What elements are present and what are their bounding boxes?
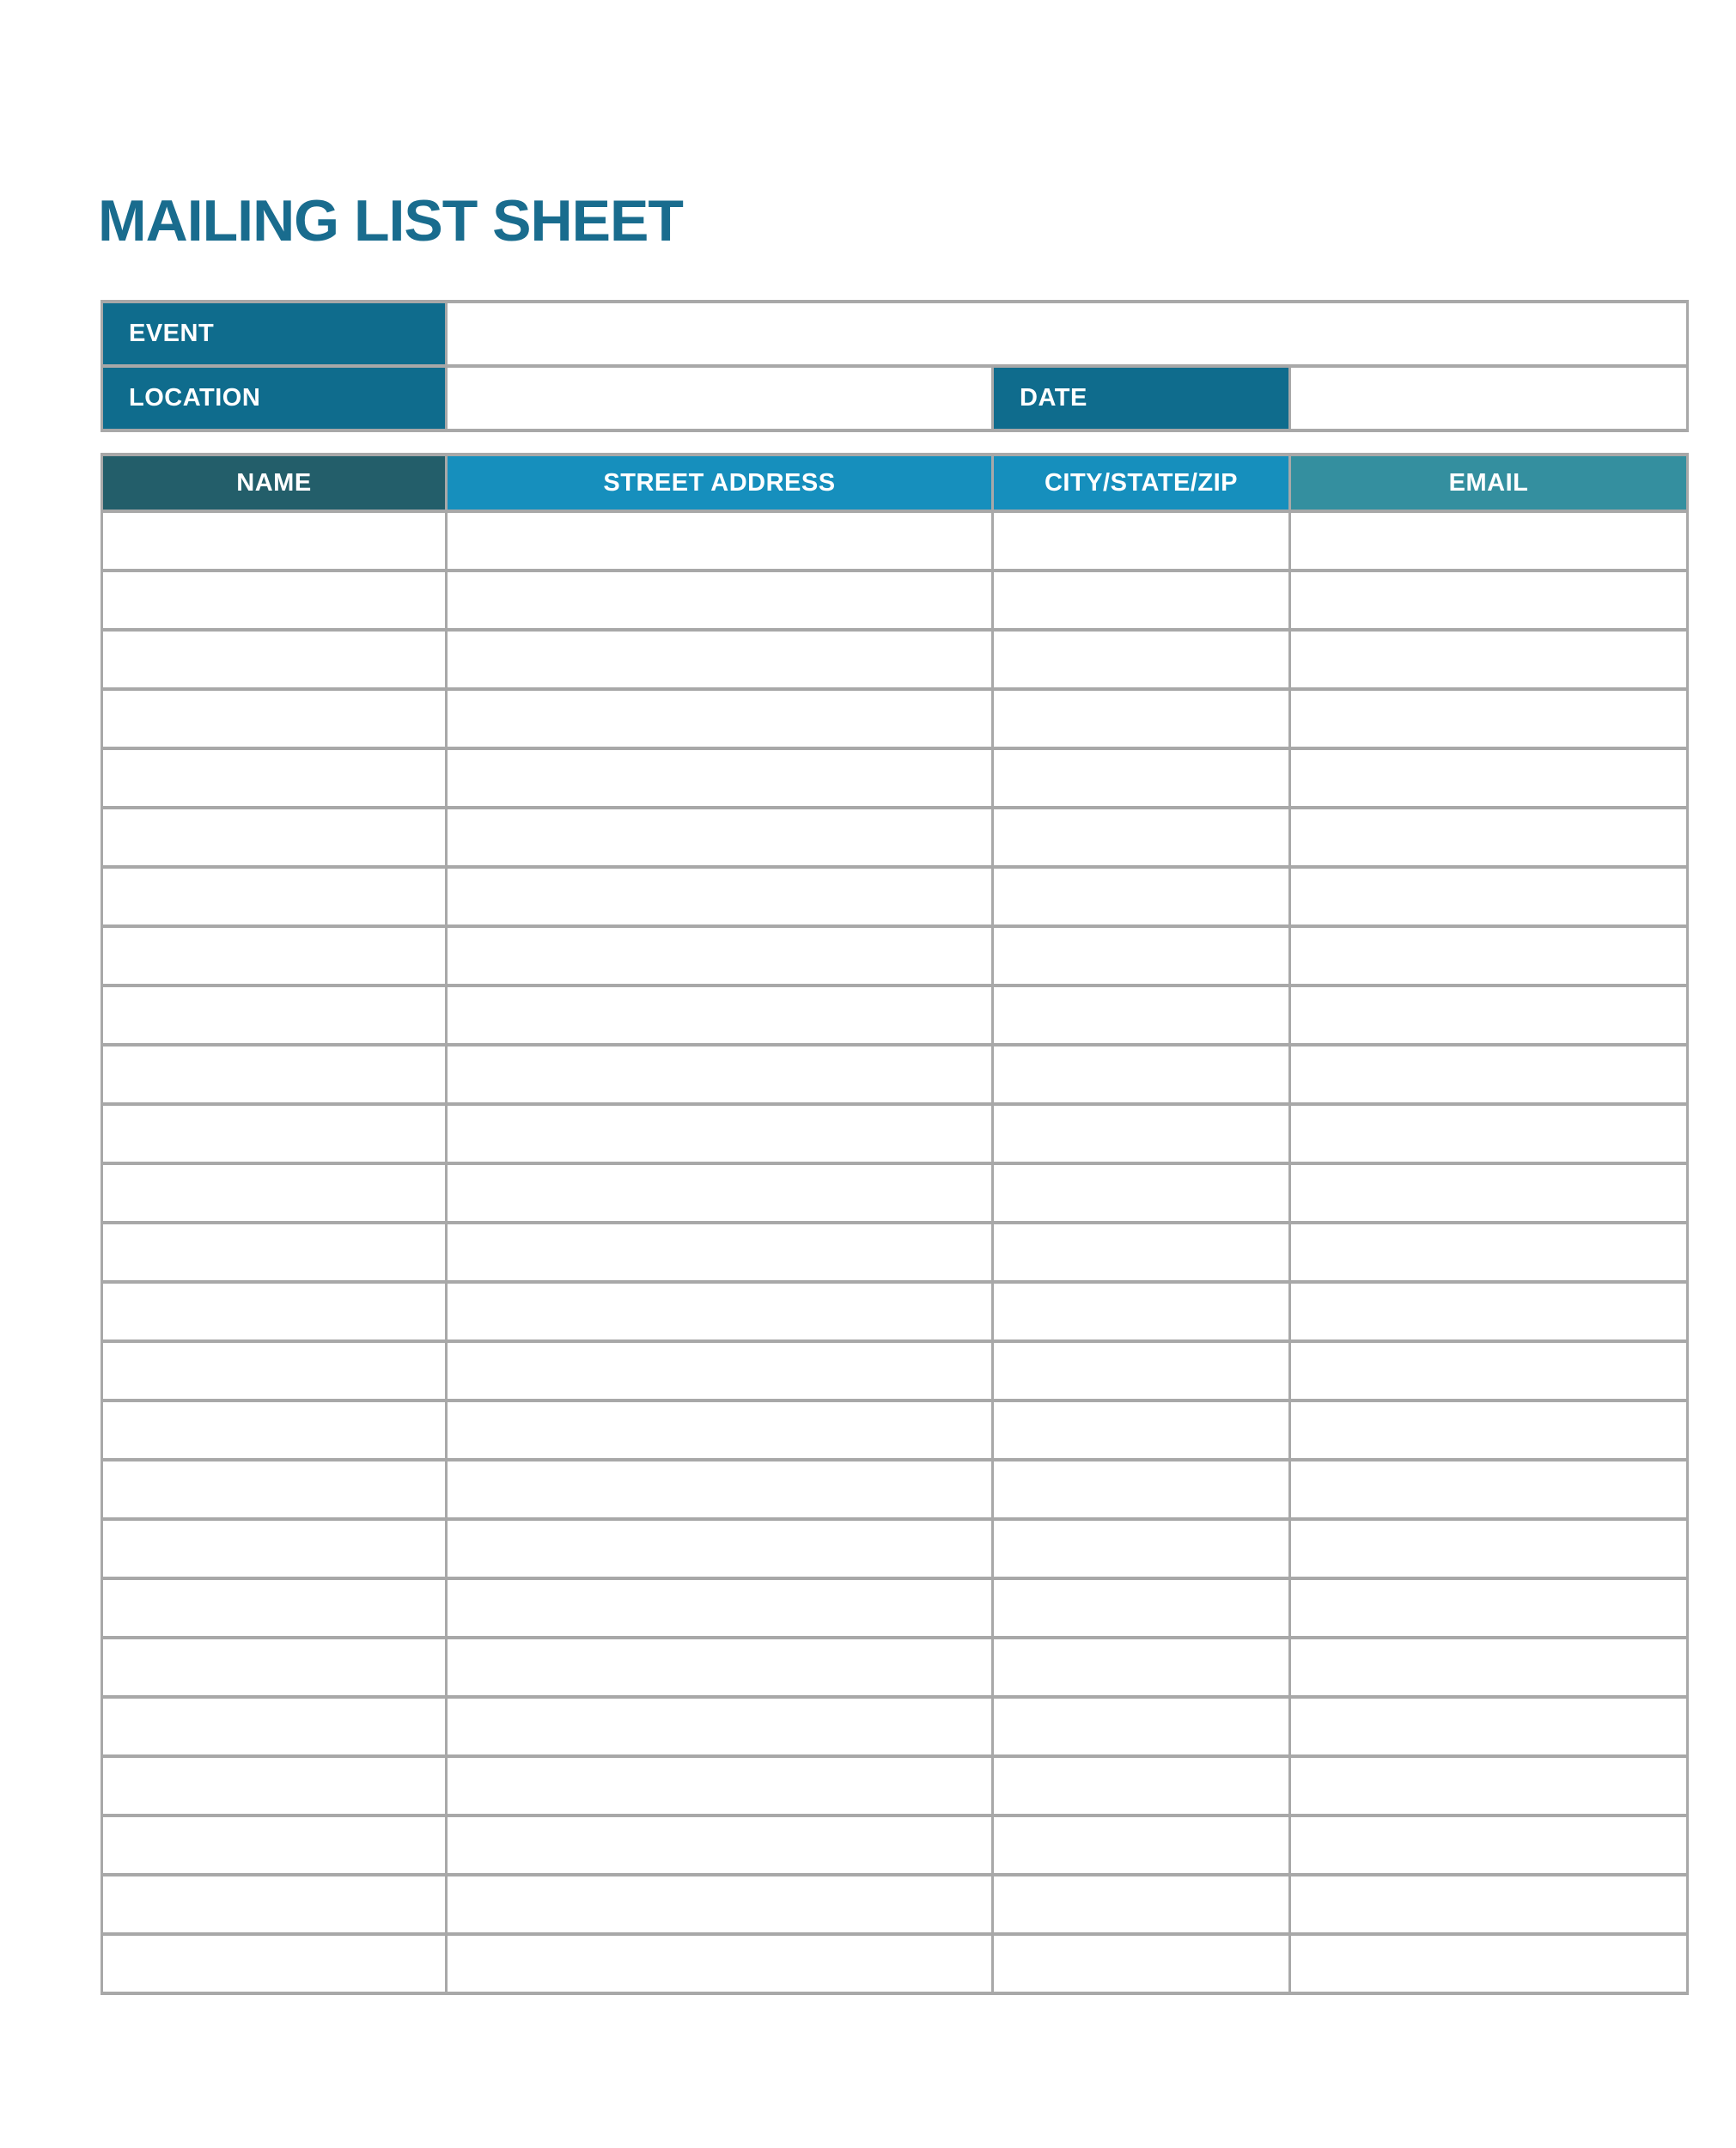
table-cell[interactable] (993, 1282, 1290, 1341)
table-cell[interactable] (993, 1223, 1290, 1282)
table-cell[interactable] (102, 1697, 447, 1756)
table-cell[interactable] (993, 1638, 1290, 1697)
table-cell[interactable] (1290, 689, 1688, 748)
table-cell[interactable] (1290, 1934, 1688, 1993)
table-row (102, 689, 1688, 748)
table-cell[interactable] (447, 1104, 993, 1163)
column-header-email: EMAIL (1290, 455, 1688, 511)
table-cell[interactable] (993, 1756, 1290, 1815)
table-cell[interactable] (447, 1638, 993, 1697)
table-cell[interactable] (993, 808, 1290, 867)
table-row (102, 1223, 1688, 1282)
table-cell[interactable] (447, 1815, 993, 1875)
table-cell[interactable] (102, 630, 447, 689)
table-cell[interactable] (1290, 1282, 1688, 1341)
table-cell[interactable] (1290, 748, 1688, 808)
table-cell[interactable] (447, 926, 993, 986)
table-cell[interactable] (102, 1223, 447, 1282)
table-row (102, 926, 1688, 986)
table-cell[interactable] (447, 689, 993, 748)
table-cell[interactable] (102, 1045, 447, 1104)
event-info-table (101, 300, 1689, 432)
table-cell[interactable] (447, 571, 993, 630)
location-value-cell[interactable] (447, 366, 993, 430)
table-cell[interactable] (447, 1578, 993, 1638)
table-cell[interactable] (993, 1934, 1290, 1993)
table-cell[interactable] (447, 1875, 993, 1934)
table-cell[interactable] (1290, 1875, 1688, 1934)
event-row (102, 302, 1688, 366)
table-row (102, 630, 1688, 689)
table-cell[interactable] (993, 926, 1290, 986)
table-cell[interactable] (993, 1697, 1290, 1756)
table-cell[interactable] (993, 1519, 1290, 1578)
table-cell[interactable] (1290, 1756, 1688, 1815)
event-label: EVENT (102, 302, 447, 366)
table-cell[interactable] (1290, 1400, 1688, 1460)
table-cell[interactable] (102, 1163, 447, 1223)
table-cell[interactable] (1290, 1341, 1688, 1400)
table-cell[interactable] (1290, 1460, 1688, 1519)
table-cell[interactable] (1290, 511, 1688, 571)
table-cell[interactable] (102, 1578, 447, 1638)
table-row (102, 1400, 1688, 1460)
table-cell[interactable] (1290, 1045, 1688, 1104)
table-cell[interactable] (1290, 808, 1688, 867)
table-cell[interactable] (993, 1045, 1290, 1104)
table-row (102, 571, 1688, 630)
table-cell[interactable] (102, 986, 447, 1045)
table-cell[interactable] (447, 1045, 993, 1104)
table-cell[interactable] (1290, 1104, 1688, 1163)
table-cell[interactable] (993, 1341, 1290, 1400)
table-cell[interactable] (447, 986, 993, 1045)
table-cell[interactable] (102, 571, 447, 630)
table-cell[interactable] (102, 1460, 447, 1519)
table-cell[interactable] (102, 1815, 447, 1875)
table-row (102, 511, 1688, 571)
table-row (102, 1875, 1688, 1934)
date-label: DATE (993, 366, 1290, 430)
table-cell[interactable] (447, 1934, 993, 1993)
table-row (102, 748, 1688, 808)
column-header-city-state-zip: CITY/STATE/ZIP (993, 455, 1290, 511)
table-cell[interactable] (102, 1519, 447, 1578)
table-cell[interactable] (1290, 1697, 1688, 1756)
table-cell[interactable] (102, 748, 447, 808)
table-cell[interactable] (447, 1400, 993, 1460)
table-header-row (102, 455, 1688, 511)
column-header-name: NAME (102, 455, 447, 511)
table-cell[interactable] (447, 1341, 993, 1400)
table-cell[interactable] (447, 867, 993, 926)
table-row (102, 1282, 1688, 1341)
table-cell[interactable] (102, 1104, 447, 1163)
table-row (102, 1104, 1688, 1163)
table-row (102, 808, 1688, 867)
table-cell[interactable] (993, 571, 1290, 630)
page-title: MAILING LIST SHEET (98, 188, 683, 253)
table-cell[interactable] (102, 1934, 447, 1993)
table-cell[interactable] (447, 511, 993, 571)
date-value-cell[interactable] (1290, 366, 1688, 430)
table-cell[interactable] (1290, 1519, 1688, 1578)
table-row (102, 1697, 1688, 1756)
table-cell[interactable] (1290, 926, 1688, 986)
table-row (102, 986, 1688, 1045)
location-label: LOCATION (102, 366, 447, 430)
table-row (102, 1519, 1688, 1578)
location-date-row (102, 366, 1688, 430)
table-cell[interactable] (1290, 571, 1688, 630)
table-row (102, 1578, 1688, 1638)
table-cell[interactable] (1290, 630, 1688, 689)
table-cell[interactable] (993, 630, 1290, 689)
table-cell[interactable] (102, 808, 447, 867)
table-row (102, 867, 1688, 926)
table-row (102, 1163, 1688, 1223)
table-cell[interactable] (1290, 1163, 1688, 1223)
table-cell[interactable] (102, 511, 447, 571)
table-row (102, 1638, 1688, 1697)
table-cell[interactable] (447, 748, 993, 808)
table-cell[interactable] (993, 986, 1290, 1045)
table-cell[interactable] (102, 1282, 447, 1341)
table-cell[interactable] (993, 1163, 1290, 1223)
table-cell[interactable] (1290, 1815, 1688, 1875)
table-cell[interactable] (993, 867, 1290, 926)
table-cell[interactable] (102, 1400, 447, 1460)
table-cell[interactable] (1290, 1223, 1688, 1282)
table-row (102, 1934, 1688, 1993)
table-cell[interactable] (993, 1875, 1290, 1934)
table-cell[interactable] (447, 1223, 993, 1282)
mailing-list-table (101, 453, 1689, 1995)
table-cell[interactable] (447, 1519, 993, 1578)
table-cell[interactable] (447, 1163, 993, 1223)
table-cell[interactable] (447, 630, 993, 689)
event-value-cell[interactable] (447, 302, 1688, 366)
table-cell[interactable] (993, 689, 1290, 748)
table-cell[interactable] (102, 867, 447, 926)
table-cell[interactable] (102, 1875, 447, 1934)
table-cell[interactable] (1290, 1578, 1688, 1638)
table-cell[interactable] (447, 1282, 993, 1341)
table-cell[interactable] (447, 808, 993, 867)
table-cell[interactable] (993, 511, 1290, 571)
table-cell[interactable] (102, 689, 447, 748)
table-row (102, 1045, 1688, 1104)
table-row (102, 1815, 1688, 1875)
table-cell[interactable] (102, 1341, 447, 1400)
table-cell[interactable] (447, 1460, 993, 1519)
table-cell[interactable] (993, 1815, 1290, 1875)
table-cell[interactable] (447, 1697, 993, 1756)
table-cell[interactable] (102, 1638, 447, 1697)
table-cell[interactable] (1290, 867, 1688, 926)
table-cell[interactable] (993, 1400, 1290, 1460)
table-row (102, 1341, 1688, 1400)
table-cell[interactable] (993, 1104, 1290, 1163)
table-cell[interactable] (993, 1578, 1290, 1638)
table-cell[interactable] (102, 926, 447, 986)
table-cell[interactable] (447, 1756, 993, 1815)
table-row (102, 1460, 1688, 1519)
table-cell[interactable] (1290, 1638, 1688, 1697)
table-cell[interactable] (1290, 986, 1688, 1045)
table-row (102, 1756, 1688, 1815)
table-cell[interactable] (993, 1460, 1290, 1519)
table-cell[interactable] (993, 748, 1290, 808)
table-cell[interactable] (102, 1756, 447, 1815)
column-header-street-address: STREET ADDRESS (447, 455, 993, 511)
